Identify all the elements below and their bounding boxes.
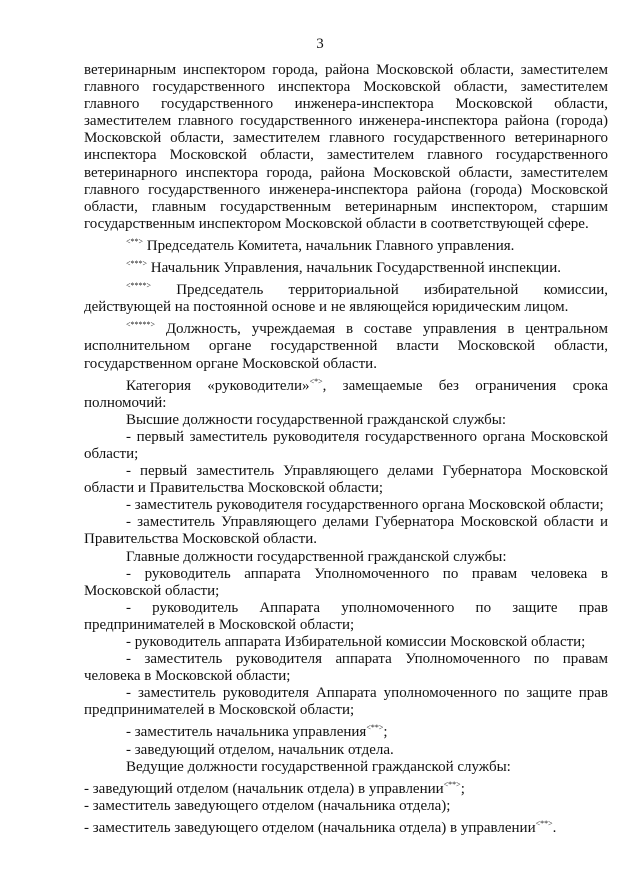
footnote-mark: <**> <box>366 723 384 733</box>
footnote-mark: <***> <box>126 259 148 269</box>
list-item-punct: . <box>552 819 557 836</box>
list-item: - первый заместитель Управляющего делами Губернатора Московской области и Правительства Московской области; <box>84 463 608 497</box>
footnote-text: Председатель Комитета, начальник Главного управления. <box>146 237 515 254</box>
footnote-mark: <****> <box>126 281 152 291</box>
footnote-mark: <**> <box>535 818 553 828</box>
paragraph: ветеринарным инспектором города, района Московской области, заместителем главного государственного инспектора Московской области, заместителем главного государственного инженера-инспектора Московской области, заместителем главного государственного инженера-инспектора района (города) Московской области, заместителем главного государственного ветеринарного инспектора Московской области, заместителем главного государственного ветеринарного инспектора города, района Московской области, заместителем главного государственного инженера-инспектора района (города) Московской области, главным государственным ветеринарным инспектором, старшим государственным инспектором Московской области в соответствующей сфере. <box>84 62 608 232</box>
list-item: - заместитель руководителя Аппарата уполномоченного по защите прав предпринимателей в Московской области; <box>84 685 608 719</box>
footnote-text: Должность, учреждаемая в составе управления в центральном исполнительном органе государственной власти Московской области, государственном органе Московской области. <box>84 321 608 372</box>
footnote-mark: <**> <box>126 236 144 246</box>
footnote-mark: <*> <box>309 376 323 386</box>
list-item: - первый заместитель руководителя государственного органа Московской области; <box>84 428 608 462</box>
list-item-punct: ; <box>383 724 388 741</box>
section-heading: Главные должности государственной гражданской службы: <box>126 548 507 565</box>
list-item <box>84 815 608 837</box>
section-heading: Ведущие должности государственной гражданской службы: <box>126 758 511 775</box>
list-item: - заместитель Управляющего делами Губернатора Московской области и Правительства Московской области. <box>84 514 608 548</box>
list-item: - заместитель руководителя аппарата Уполномоченного по правам человека в Московской области; <box>84 651 608 685</box>
footnote-mark: <*****> <box>126 320 156 330</box>
list-item: - заместитель руководителя государственного органа Московской области; <box>126 497 604 514</box>
list-item-text: - заместитель заведующего отделом (начальника отдела) в управлении <box>84 819 536 836</box>
footnote-mark: <**> <box>443 779 461 789</box>
category-text: Категория «руководители» <box>126 377 310 394</box>
footnote-paragraph <box>84 233 608 255</box>
list-item <box>84 776 608 798</box>
footnote-paragraph <box>84 316 608 372</box>
list-item: - руководитель аппарата Избирательной комиссии Московской области; <box>126 634 586 650</box>
list-item-punct: ; <box>460 780 465 797</box>
footnote-text: Председатель территориальной избирательной комиссии, действующей на постоянной основе и не являющейся юридическим лицом. <box>84 282 608 316</box>
document-body <box>84 62 608 837</box>
list-item: - руководитель Аппарата уполномоченного по защите прав предпринимателей в Московской области; <box>84 599 608 633</box>
list-item <box>84 719 608 741</box>
category-heading <box>84 373 608 412</box>
list-item: - заведующий отделом, начальник отдела. <box>126 741 394 758</box>
footnote-paragraph <box>84 255 608 277</box>
list-item: - руководитель аппарата Уполномоченного по правам человека в Московской области; <box>84 565 608 599</box>
list-item-text: - заведующий отделом (начальник отдела) в управлении <box>84 780 444 797</box>
category-text-continued: , замещаемые без ограничения срока полномочий: <box>84 377 608 411</box>
list-item: - заместитель заведующего отделом (начальника отдела); <box>84 797 451 814</box>
page-number: 3 <box>316 36 324 52</box>
footnote-text: Начальник Управления, начальник Государственной инспекции. <box>150 260 561 277</box>
section-heading: Высшие должности государственной гражданской службы: <box>126 411 506 428</box>
list-item-text: - заместитель начальника управления <box>126 724 367 741</box>
footnote-paragraph <box>84 277 608 316</box>
